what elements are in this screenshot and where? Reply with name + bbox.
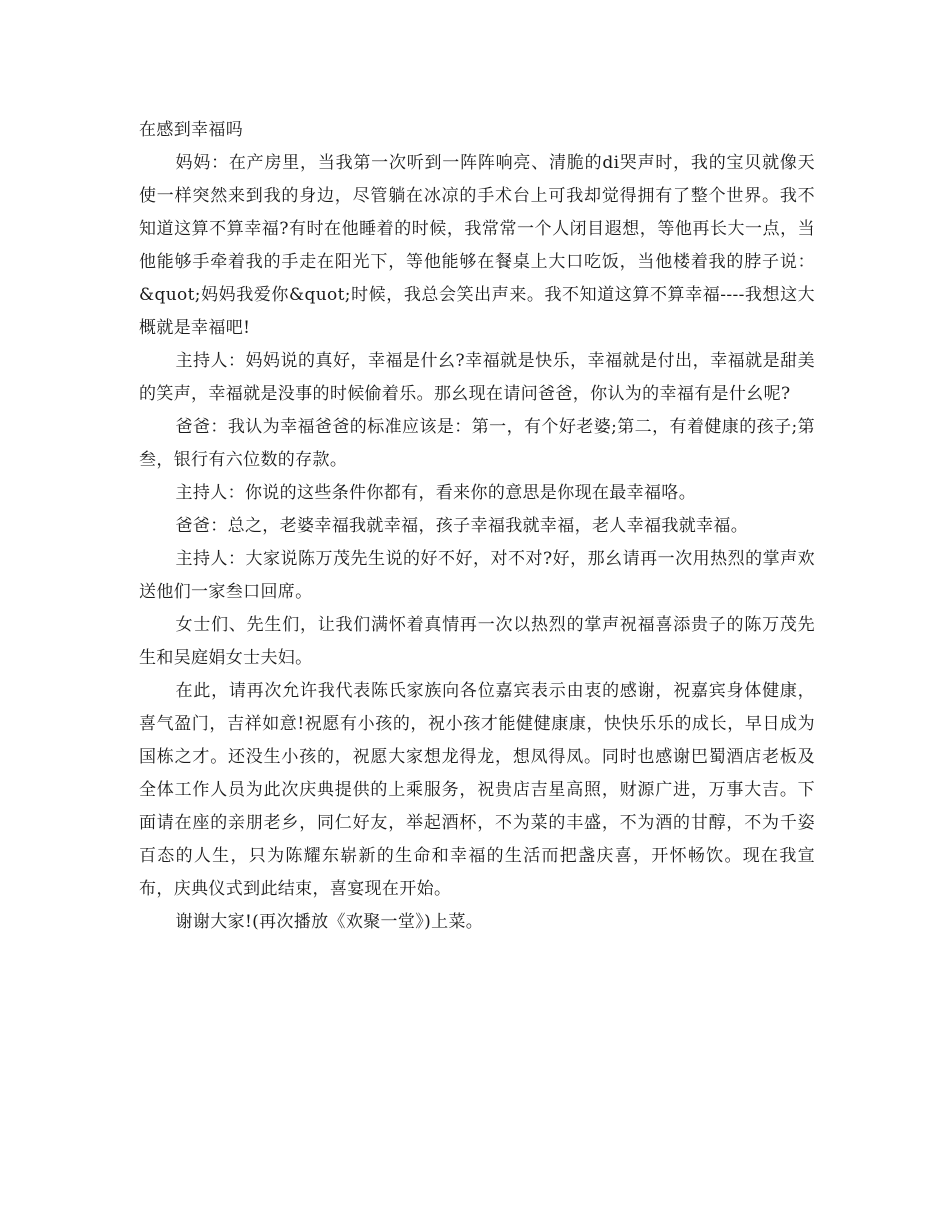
paragraph: 女士们、先生们，让我们满怀着真情再一次以热烈的掌声祝福喜添贵子的陈万茂先生和吴庭娟女士夫妇。 bbox=[139, 615, 815, 668]
paragraph: 在感到幸福吗 bbox=[139, 120, 244, 140]
paragraph: 爸爸：总之，老婆幸福我就幸福，孩子幸福我就幸福，老人幸福我就幸福。 bbox=[175, 516, 749, 536]
paragraph: 主持人：妈妈说的真好，幸福是什幺?幸福就是快乐，幸福就是付出，幸福就是甜美的笑声，幸福就是没事的时候偷着乐。那幺现在请问爸爸，你认为的幸福有是什幺呢? bbox=[139, 351, 815, 404]
paragraph: 在此，请再次允许我代表陈氏家族向各位嘉宾表示由衷的感谢，祝嘉宾身体健康，喜气盈门，吉祥如意!祝愿有小孩的，祝小孩才能健健康康，快快乐乐的成长，早日成为国栋之才。还没生小孩的，祝愿大家想龙得龙，想凤得凤。同时也感谢巴蜀酒店老板及全体工作人员为此次庆典提供的上乘服务，祝贵店吉星高照，财源广进，万事大吉。下面请在座的亲朋老乡，同仁好友，举起酒杯，不为菜的丰盛，不为酒的甘醇，不为千姿百态的人生，只为陈耀东崭新的生命和幸福的生活而把盏庆喜，开怀畅饮。现在我宣布，庆典仪式到此结束，喜宴现在开始。 bbox=[139, 681, 815, 899]
paragraph: 主持人：大家说陈万茂先生说的好不好，对不对?好，那幺请再一次用热烈的掌声欢送他们一家叁口回席。 bbox=[139, 549, 815, 602]
paragraph: 主持人：你说的这些条件你都有，看来你的意思是你现在最幸福咯。 bbox=[175, 483, 697, 503]
paragraph: 谢谢大家!(再次播放《欢聚一堂》)上菜。 bbox=[175, 912, 484, 932]
paragraph: 妈妈：在产房里，当我第一次听到一阵阵响亮、清脆的di哭声时，我的宝贝就像天使一样突然来到我的身边，尽管躺在冰凉的手术台上可我却觉得拥有了整个世界。我不知道这算不算幸福?有时在他睡着的时候，我常常一个人闭目遐想，等他再长大一点，当他能够手牵着我的手走在阳光下，等他能够在餐桌上大口吃饭，当他楼着我的脖子说：&quot;妈妈我爱你&quot;时候，我总会笑出声来。我不知道这算不算幸福----我想这大概就是幸福吧! bbox=[139, 153, 815, 338]
paragraph: 爸爸：我认为幸福爸爸的标准应该是：第一，有个好老婆;第二，有着健康的孩子;第叁，银行有六位数的存款。 bbox=[139, 417, 815, 470]
document-body bbox=[139, 114, 815, 939]
